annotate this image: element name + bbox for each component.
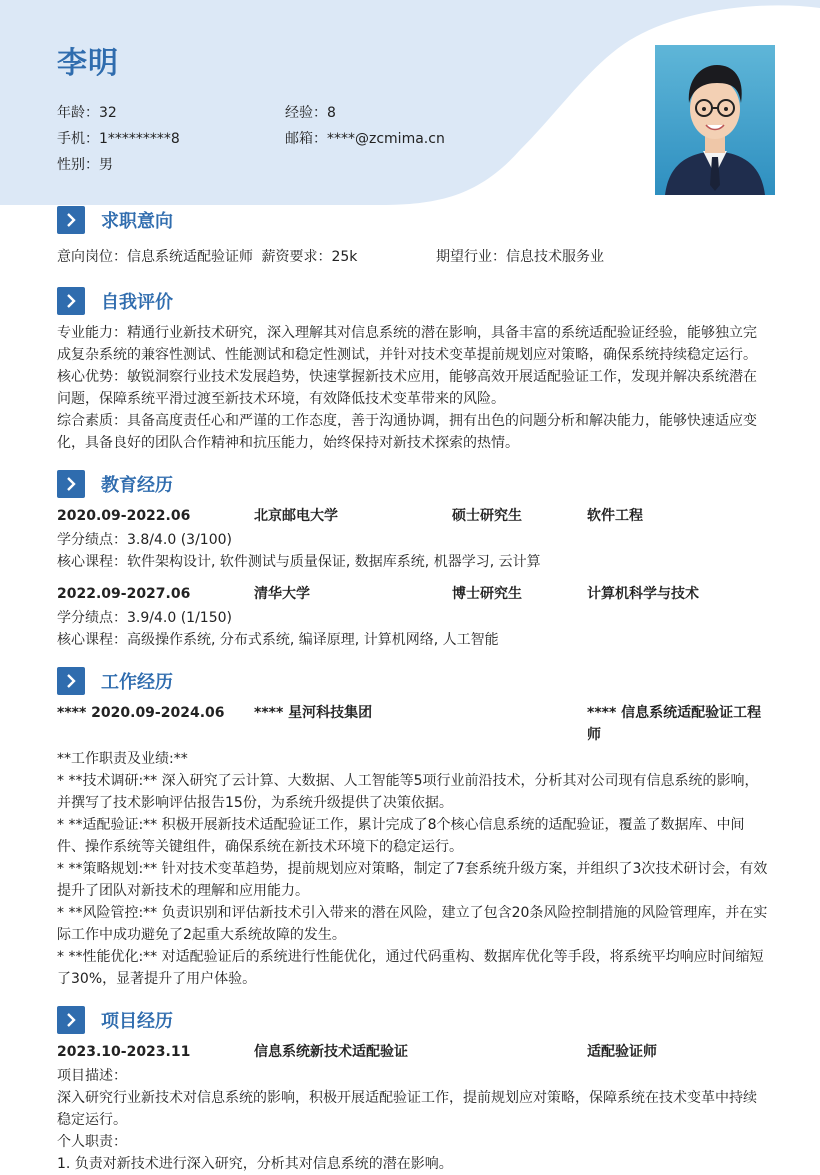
candidate-name: 李明 [57, 46, 119, 81]
edu-school: 北京邮电大学 [254, 508, 338, 524]
edu-degree: 硕士研究生 [452, 508, 522, 524]
edu-period: 2022.09-2027.06 [57, 586, 191, 602]
section-title: 项目经历 [101, 1011, 173, 1032]
chevron-right-icon [57, 667, 85, 695]
section-job-intent [57, 205, 173, 235]
intent-position: 意向岗位：信息系统适配验证师 [57, 249, 253, 265]
section-title: 工作经历 [101, 672, 173, 693]
intent-industry: 期望行业：信息技术服务业 [436, 249, 604, 265]
project-entry-header [57, 1041, 769, 1063]
edu-period: 2020.09-2022.06 [57, 508, 191, 524]
section-title: 自我评价 [101, 292, 173, 313]
project-role: 适配验证师 [587, 1044, 657, 1060]
work-line: * **风险管控:** 负责识别和评估新技术引入带来的潜在风险，建立了包含20条风险控制措施的风险管理库，并在实际工作中成功避免了2起重大系统故障的发生。 [57, 905, 768, 943]
chevron-right-icon [57, 1006, 85, 1034]
edu-major: 计算机科学与技术 [587, 586, 699, 602]
self-eval-paragraph: 核心优势：敏锐洞察行业技术发展趋势，快速掌握新技术应用，能够高效开展适配验证工作，发现并解决系统潜在问题，保障系统平滑过渡至新技术环境，有效降低技术变革带来的风险。 [57, 369, 757, 407]
email-field: 邮箱：****@zcmima.cn [285, 131, 445, 147]
education-entry-header [57, 505, 769, 527]
project-desc: 深入研究行业新技术对信息系统的影响，积极开展适配验证工作，提前规划应对策略，保障系统在技术变革中持续稳定运行。 [57, 1090, 757, 1128]
chevron-right-icon [57, 470, 85, 498]
gender-field: 性别：男 [57, 157, 113, 173]
work-line: **工作职责及业绩:** [57, 751, 188, 767]
work-period: **** 2020.09-2024.06 [57, 705, 225, 721]
edu-courses: 核心课程：软件架构设计, 软件测试与质量保证, 数据库系统, 机器学习, 云计算 [57, 554, 541, 570]
project-duty-line: 1. 负责对新技术进行深入研究，分析其对信息系统的潜在影响。 [57, 1156, 453, 1172]
project-name: 信息系统新技术适配验证 [254, 1044, 408, 1060]
section-title: 教育经历 [101, 475, 173, 496]
edu-gpa: 学分绩点：3.9/4.0 (1/150) [57, 610, 232, 626]
work-line: * **策略规划:** 针对技术变革趋势，提前规划应对策略，制定了7套系统升级方案，并组织了3次技术研讨会，有效提升了团队对新技术的理解和应用能力。 [57, 861, 768, 899]
chevron-right-icon [57, 206, 85, 234]
chevron-right-icon [57, 287, 85, 315]
section-work [57, 666, 173, 696]
education-entry-header [57, 583, 769, 605]
age-field: 年龄：32 [57, 105, 117, 121]
phone-field: 手机：1*********8 [57, 131, 180, 147]
project-desc-label: 项目描述： [57, 1068, 127, 1084]
work-line: * **性能优化:** 对适配验证后的系统进行性能优化，通过代码重构、数据库优化等手段，将系统平均响应时间缩短了30%，显著提升了用户体验。 [57, 949, 764, 987]
portrait-icon [655, 45, 775, 195]
self-eval-paragraph: 综合素质：具备高度责任心和严谨的工作态度，善于沟通协调，拥有出色的问题分析和解决能力，能够快速适应变化，具备良好的团队合作精神和抗压能力，始终保持对新技术探索的热情。 [57, 413, 757, 451]
work-entry-header [57, 702, 769, 746]
self-eval-text [57, 322, 769, 454]
edu-school: 清华大学 [254, 586, 310, 602]
project-duty-label: 个人职责： [57, 1134, 127, 1150]
edu-gpa: 学分绩点：3.8/4.0 (3/100) [57, 532, 232, 548]
work-company: **** 星河科技集团 [254, 705, 373, 721]
section-title: 求职意向 [101, 211, 173, 232]
job-intent-row [57, 246, 767, 268]
project-details [57, 1065, 769, 1175]
experience-field: 经验：8 [285, 105, 336, 121]
work-role: **** 信息系统适配验证工程师 [587, 705, 762, 743]
project-period: 2023.10-2023.11 [57, 1044, 191, 1060]
self-eval-paragraph: 专业能力：精通行业新技术研究，深入理解其对信息系统的潜在影响，具备丰富的系统适配验证经验，能够独立完成复杂系统的兼容性测试、性能测试和稳定性测试，并针对技术变革提前规划应对策略，确保系统持续稳定运行。 [57, 325, 757, 363]
intent-salary: 薪资要求：25k [261, 249, 358, 265]
work-details [57, 748, 769, 990]
profile-photo [655, 45, 775, 195]
section-education [57, 469, 173, 499]
work-line: * **适配验证:** 积极开展新技术适配验证工作，累计完成了8个核心信息系统的适配验证，覆盖了数据库、中间件、操作系统等关键组件，确保系统在新技术环境下的稳定运行。 [57, 817, 745, 855]
edu-major: 软件工程 [587, 508, 643, 524]
section-project [57, 1005, 173, 1035]
work-line: * **技术调研:** 深入研究了云计算、大数据、人工智能等5项行业前沿技术，分析其对公司现有信息系统的影响，并撰写了技术影响评估报告15份，为系统升级提供了决策依据。 [57, 773, 759, 811]
section-self-eval [57, 286, 173, 316]
edu-degree: 博士研究生 [452, 586, 522, 602]
edu-courses: 核心课程：高级操作系统, 分布式系统, 编译原理, 计算机网络, 人工智能 [57, 632, 499, 648]
